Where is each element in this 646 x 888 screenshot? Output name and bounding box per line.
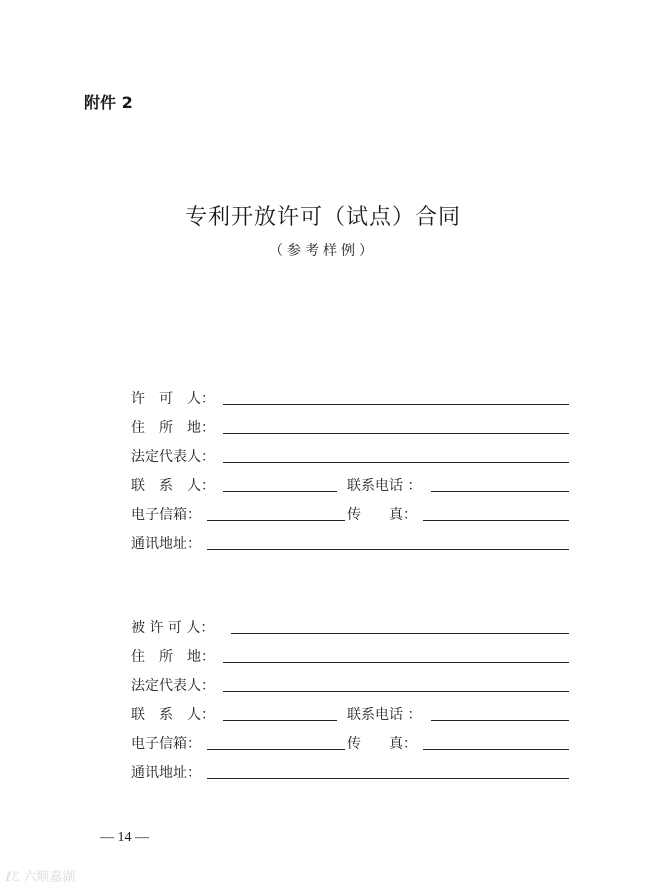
licensor-section <box>131 382 569 556</box>
watermark: ℓℰ 六顺嘉湖 <box>6 870 76 885</box>
licensee-address-label: 住 所 地： <box>131 649 215 665</box>
page-number: — 14 — <box>100 830 149 845</box>
licensee-phone-label: 联系电话 ： <box>347 707 422 723</box>
licensor-contact-field[interactable] <box>223 491 337 492</box>
licensor-email-row <box>131 498 569 527</box>
licensor-legal-rep-field[interactable] <box>223 462 569 463</box>
licensor-email-field[interactable] <box>207 520 345 521</box>
licensee-fax-label: 传 真： <box>347 736 417 752</box>
licensor-phone-label: 联系电话 ： <box>347 478 422 494</box>
licensee-contact-row <box>131 698 569 727</box>
licensor-address-field[interactable] <box>223 433 569 434</box>
licensee-email-row <box>131 727 569 756</box>
licensee-legal-rep-label: 法定代表人： <box>131 678 215 694</box>
licensor-fax-label: 传 真： <box>347 507 417 523</box>
licensee-legal-rep-field[interactable] <box>223 691 569 692</box>
attachment-label: 附件 2 <box>84 93 133 112</box>
licensor-phone-field[interactable] <box>431 491 569 492</box>
licensor-contact-label: 联 系 人： <box>131 478 215 494</box>
licensee-mail-address-field[interactable] <box>207 778 569 779</box>
licensor-legal-rep-label: 法定代表人： <box>131 449 215 465</box>
licensee-phone-field[interactable] <box>431 720 569 721</box>
licensor-mail-address-field[interactable] <box>207 549 569 550</box>
licensee-name-field[interactable] <box>231 633 569 634</box>
licensor-name-row <box>131 382 569 411</box>
licensor-email-label: 电子信箱： <box>131 507 201 523</box>
licensor-name-label: 许 可 人： <box>131 391 215 407</box>
licensor-contact-row <box>131 469 569 498</box>
licensee-name-label: 被 许 可 人： <box>131 620 215 636</box>
licensor-fax-field[interactable] <box>423 520 569 521</box>
licensee-legal-rep-row <box>131 669 569 698</box>
licensee-fax-field[interactable] <box>423 749 569 750</box>
licensee-section <box>131 611 569 785</box>
licensee-address-row <box>131 640 569 669</box>
licensor-legal-rep-row <box>131 440 569 469</box>
licensee-mail-address-row <box>131 756 569 785</box>
licensee-mail-address-label: 通讯地址： <box>131 765 201 781</box>
licensee-contact-field[interactable] <box>223 720 337 721</box>
licensee-address-field[interactable] <box>223 662 569 663</box>
licensee-email-label: 电子信箱： <box>131 736 201 752</box>
contract-title: 专利开放许可（试点）合同 <box>184 205 461 230</box>
licensor-mail-address-label: 通讯地址： <box>131 536 201 552</box>
licensee-contact-label: 联 系 人： <box>131 707 215 723</box>
licensee-name-row <box>131 611 569 640</box>
licensor-address-label: 住 所 地： <box>131 420 215 436</box>
licensor-mail-address-row <box>131 527 569 556</box>
licensee-email-field[interactable] <box>207 749 345 750</box>
licensor-address-row <box>131 411 569 440</box>
licensor-name-field[interactable] <box>223 404 569 405</box>
contract-subtitle: （参考样例） <box>269 243 377 259</box>
